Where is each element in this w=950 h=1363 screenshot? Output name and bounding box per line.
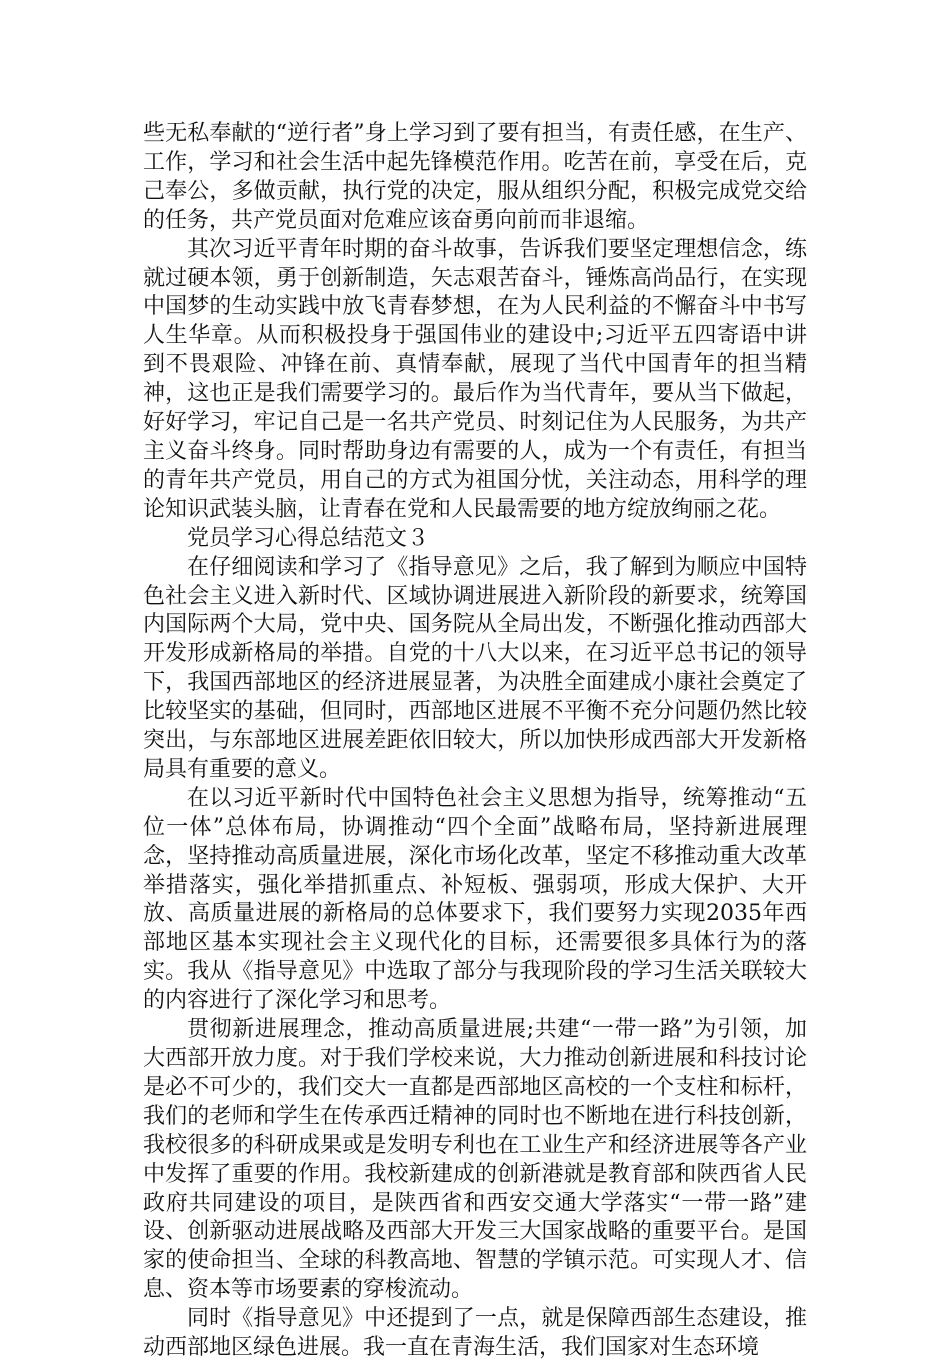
paragraph-ecological-construction: 同时《指导意见》中还提到了一点，就是保障西部生态建设，推动西部地区绿色进展。我一直在青海生活，我们国家对生态环境	[143, 1306, 807, 1361]
paragraph-continuation: 些无私奉献的“逆行者”身上学习到了要有担当，有责任感，在生产、工作，学习和社会生活中起先锋模范作用。吃苦在前，享受在后，克己奉公，多做贡献，执行党的决定，服从组织分配，积极完成党交给的任务，共产党员面对危难应该奋勇向前而非退缩。	[143, 121, 807, 233]
paragraph-overall-requirements: 在以习近平新时代中国特色社会主义思想为指导，统筹推动“五位一体”总体布局，协调推动“四个全面”战略布局，坚持新进展理念，坚持推动高质量进展，深化市场化改革，坚定不移推动重大改革举措落实，强化举措抓重点、补短板、强弱项，形成大保护、大开放、高质量进展的新格局的总体要求下，我们要努力实现2035年西部地区基本实现社会主义现代化的目标，还需要很多具体行为的落实。我从《指导意见》中选取了部分与我现阶段的学习生活关联较大的内容进行了深化学习和思考。	[143, 785, 807, 1014]
paragraph-guidance-opinion: 在仔细阅读和学习了《指导意见》之后，我了解到为顺应中国特色社会主义进入新时代、区域协调进展进入新阶段的新要求，统筹国内国际两个大局，党中央、国务院从全局出发，不断强化推动西部大开发形成新格局的举措。自党的十八大以来，在习近平总书记的领导下，我国西部地区的经济进展显著，为决胜全面建成小康社会奠定了比较坚实的基础，但同时，西部地区进展不平衡不充分问题仍然比较突出，与东部地区进展差距依旧较大，所以加快形成西部大开发新格局具有重要的意义。	[143, 554, 807, 782]
document-body	[143, 120, 807, 1363]
paragraph-innovation-development: 贯彻新进展理念，推动高质量进展;共建“一带一路”为引领，加大西部开放力度。对于我们学校来说，大力推动创新进展和科技讨论是必不可少的，我们交大一直都是西部地区高校的一个支柱和标杆，我们的老师和学生在传承西迁精神的同时也不断地在进行科技创新，我校很多的科研成果或是发明专利也在工业生产和经济进展等各产业中发挥了重要的作用。我校新建成的创新港就是教育部和陕西省人民政府共同建设的项目，是陕西省和西安交通大学落实“一带一路”建设、创新驱动进展战略及西部大开发三大国家战略的重要平台。是国家的使命担当、全球的科教高地、智慧的学镇示范。可实现人才、信息、资本等市场要素的穿梭流动。	[143, 1017, 807, 1303]
section-heading: 党员学习心得总结范文３	[187, 525, 430, 551]
paragraph-youth-struggle: 其次习近平青年时期的奋斗故事，告诉我们要坚定理想信念，练就过硬本领，勇于创新制造，矢志艰苦奋斗，锤炼高尚品行，在实现中国梦的生动实践中放飞青春梦想，在为人民利益的不懈奋斗中书写人生华章。从而积极投身于强国伟业的建设中;习近平五四寄语中讲到不畏艰险、冲锋在前、真情奉献，展现了当代中国青年的担当精神，这也正是我们需要学习的。最后作为当代青年，要从当下做起，好好学习，牢记自己是一名共产党员、时刻记住为人民服务，为共产主义奋斗终身。同时帮助身边有需要的人，成为一个有责任，有担当的青年共产党员，用自己的方式为祖国分忧，关注动态，用科学的理论知识武装头脑，让青春在党和人民最需要的地方绽放绚丽之花。	[143, 236, 807, 522]
